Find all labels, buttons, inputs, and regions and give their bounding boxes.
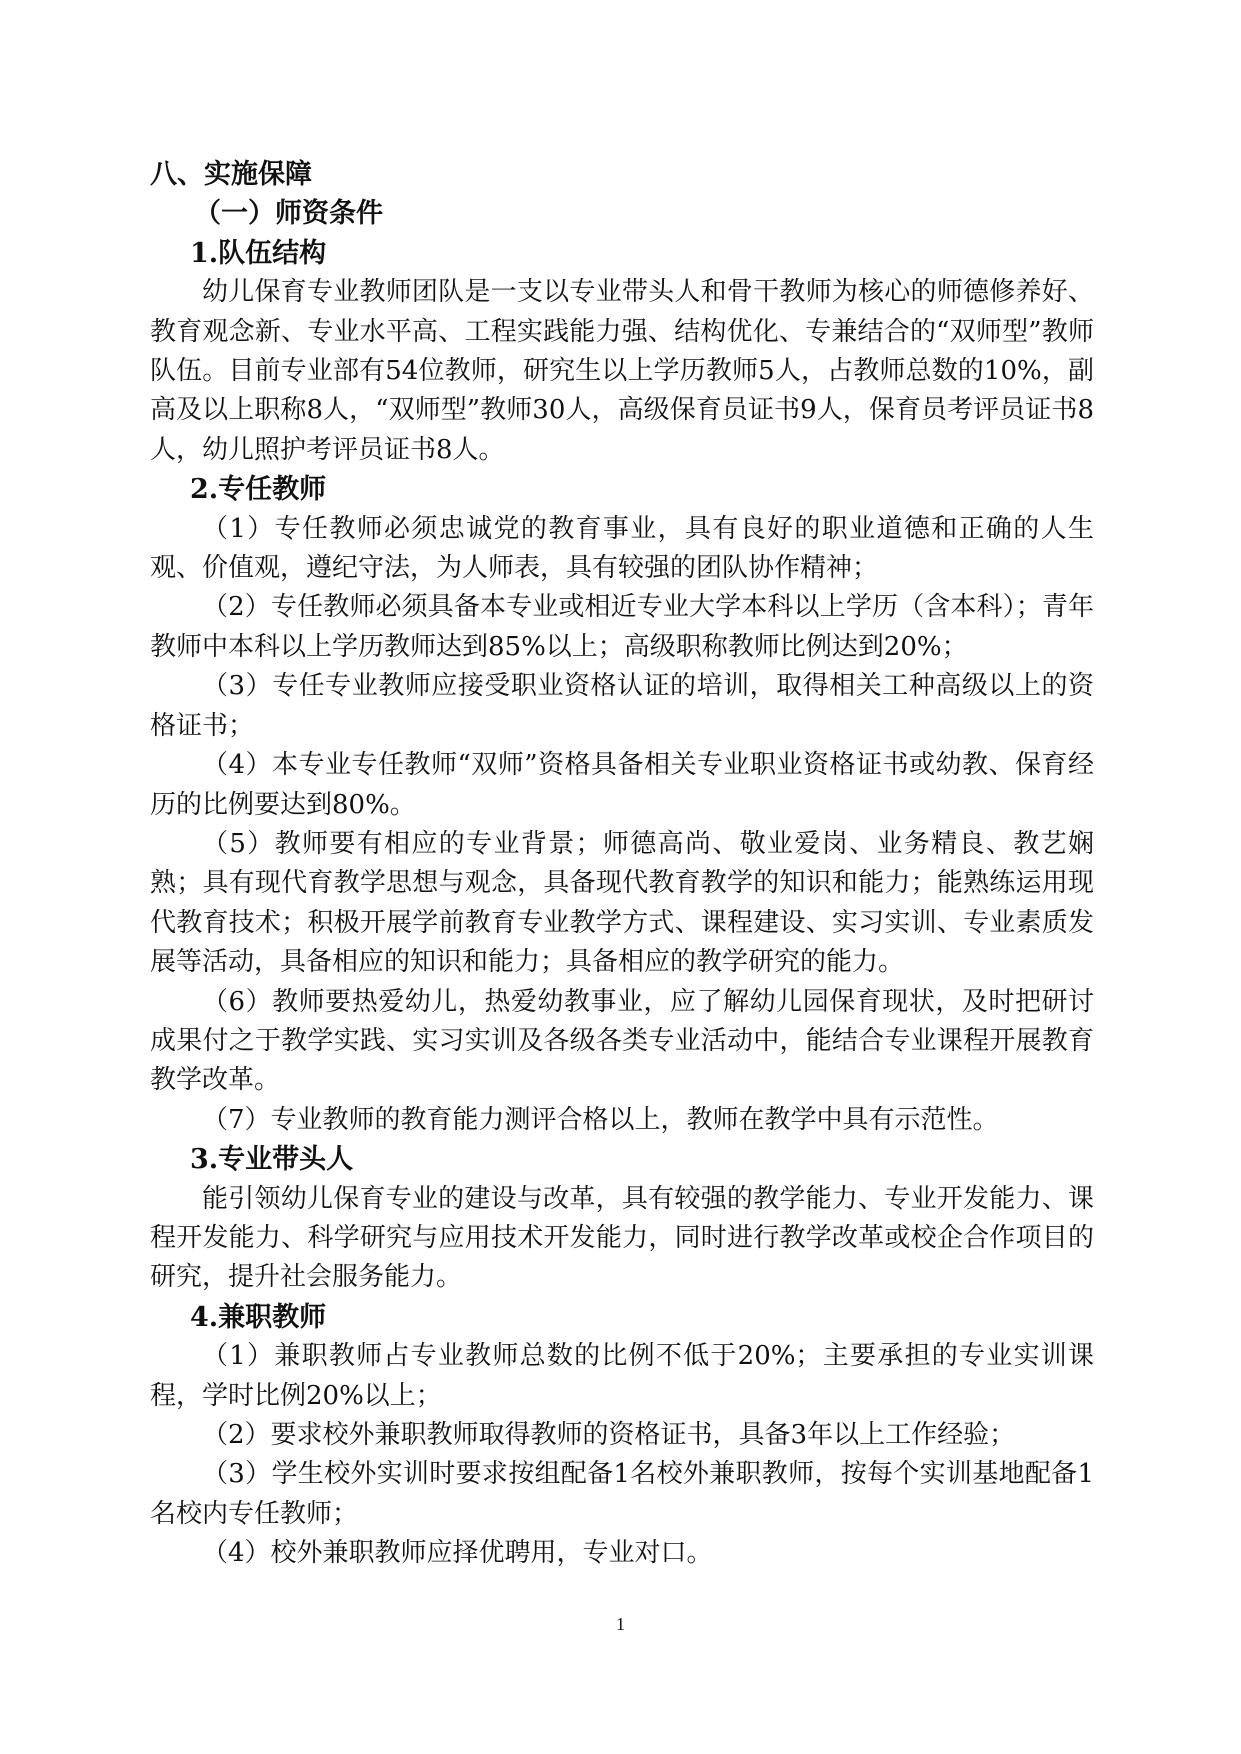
- list-item: （7）专业教师的教育能力测评合格以上，教师在教学中具有示范性。: [202, 1104, 999, 1135]
- list-item: （3）学生校外实训时要求按组配备1名校外兼职教师，按每个实训基地配备1名校内专任教师；: [150, 1459, 1094, 1529]
- list-item: （1）兼职教师占专业教师总数的比例不低于20%；主要承担的专业实训课程，学时比例20%以上；: [150, 1341, 1094, 1411]
- paragraph: 幼儿保育专业教师团队是一支以专业带头人和骨干教师为核心的师德修养好、教育观念新、专业水平高、工程实践能力强、结构优化、专兼结合的“双师型”教师队伍。目前专业部有54位教师，研究生以上学历教师5人，占教师总数的10%，副高及以上职称8人，“双师型”教师30人，高级保育员证书9人，保育员考评员证书8人，幼儿照护考评员证书8人。: [150, 277, 1094, 465]
- list-item: （5）教师要有相应的专业背景；师德高尚、敬业爱岗、业务精良、教艺娴熟；具有现代育教学思想与观念，具备现代教育教学的知识和能力；能熟练运用现代教育技术；积极开展学前教育专业教学方式、课程建设、实习实训、专业素质发展等活动，具备相应的知识和能力；具备相应的教学研究的能力。: [150, 828, 1094, 978]
- list-item: （4）本专业专任教师“双师”资格具备相关专业职业资格证书或幼教、保育经历的比例要达到80%。: [150, 750, 1094, 820]
- heading-program-leader: 3.专业带头人: [190, 1144, 354, 1176]
- heading-full-time-teachers: 2.专任教师: [190, 474, 327, 506]
- subsection-title: （一）师资条件: [194, 198, 383, 230]
- list-item: （3）专任专业教师应接受职业资格认证的培训，取得相关工种高级以上的资格证书；: [150, 671, 1094, 741]
- document-body: [150, 155, 1094, 1574]
- paragraph: 能引领幼儿保育专业的建设与改革，具有较强的教学能力、专业开发能力、课程开发能力、科学研究与应用技术开发能力，同时进行教学改革或校企合作项目的研究，提升社会服务能力。: [150, 1183, 1094, 1293]
- list-item: （1）专任教师必须忠诚党的教育事业，具有良好的职业道德和正确的人生观、价值观，遵纪守法，为人师表，具有较强的团队协作精神；: [150, 513, 1094, 584]
- list-item: （2）专任教师必须具备本专业或相近专业大学本科以上学历（含本科）；青年教师中本科以上学历教师达到85%以上；高级职称教师比例达到20%；: [150, 592, 1094, 662]
- list-item: （6）教师要热爱幼儿，热爱幼教事业，应了解幼儿园保育现状，及时把研讨成果付之于教学实践、实习实训及各级各类专业活动中，能结合专业课程开展教育教学改革。: [150, 986, 1094, 1096]
- heading-team-structure: 1.队伍结构: [190, 237, 327, 269]
- page-number: 1: [616, 1614, 625, 1634]
- section-title: 八、实施保障: [150, 159, 312, 190]
- heading-part-time-teachers: 4.兼职教师: [190, 1301, 327, 1333]
- list-item: （4）校外兼职教师应择优聘用，专业对口。: [202, 1538, 713, 1569]
- list-item: （2）要求校外兼职教师取得教师的资格证书，具备3年以上工作经验；: [202, 1420, 1016, 1450]
